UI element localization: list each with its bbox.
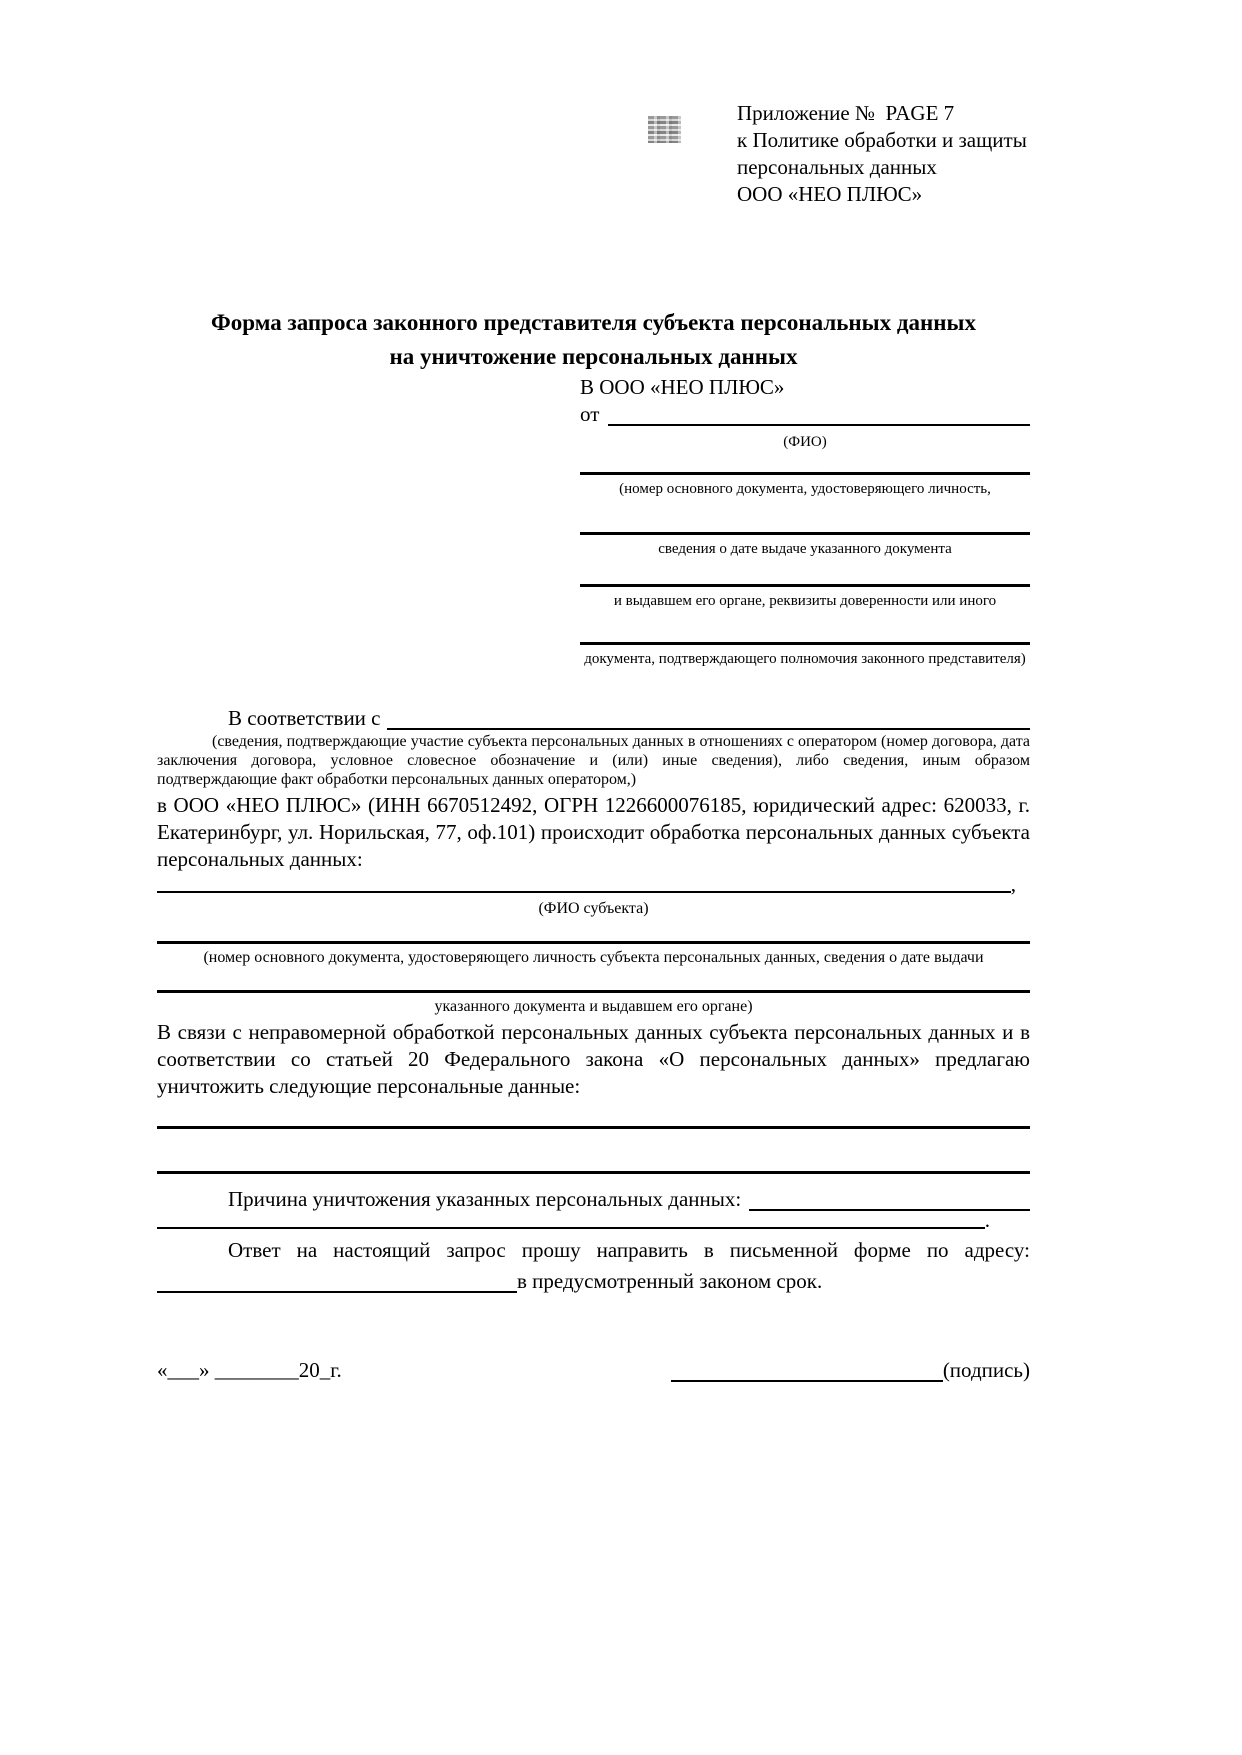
- operator-paragraph: в ООО «НЕО ПЛЮС» (ИНН 6670512492, ОГРН 1226600076185, юридический адрес: 620033, г. Екатеринбург, ул. Норильская, 77, оф.101) происходит обработка персональных данных субъекта персональных данных:: [157, 793, 1030, 871]
- fill-line-accordance: [387, 727, 1031, 730]
- caption-subject-doc-1: (номер основного документа, удостоверяющего личность субъекта персональных данных, сведения о дате выдачи: [203, 949, 984, 966]
- policy-line-1: к Политике обработки и защиты: [737, 128, 1027, 152]
- fill-line-data-to-destroy-1: [157, 1104, 1030, 1129]
- fill-line-representative-doc-3: [580, 559, 1030, 587]
- recipient-to: В ООО «НЕО ПЛЮС»: [580, 375, 785, 399]
- caption-doc-1: (номер основного документа, удостоверяющего личность,: [619, 481, 991, 497]
- fill-line-signature: [671, 1379, 943, 1382]
- caption-doc-3: и выдавшем его органе, реквизиты доверенности или иного: [613, 593, 997, 609]
- document-title-line-1: Форма запроса законного представителя субъекта персональных данных: [211, 310, 976, 335]
- embedded-artifact-icon: [648, 116, 681, 143]
- caption-subject-fio: (ФИО субъекта): [538, 900, 649, 917]
- appendix-number-line: Приложение № PAGE 7: [737, 101, 955, 125]
- fill-line-representative-fio: [608, 423, 1030, 426]
- fill-line-data-to-destroy-2: [157, 1129, 1030, 1174]
- reason-lead: Причина уничтожения указанных персональных данных:: [228, 1187, 742, 1211]
- fill-line-subject-doc-2: [157, 968, 1030, 993]
- fill-line-reply-address: [157, 1290, 517, 1293]
- date-line: «___» ________20_г.: [157, 1358, 342, 1382]
- accordance-row: [157, 705, 1030, 732]
- document-body: [157, 306, 1030, 1384]
- reply-tail: в предусмотренный законом срок.: [517, 1269, 823, 1293]
- period-mark: .: [984, 1208, 990, 1232]
- accordance-lead: В соответствии с: [228, 706, 381, 730]
- accordance-note: (сведения, подтверждающие участие субъекта персональных данных в отношениях с оператором (номер договора, дата заключения договора, условное словесное обозначение и (или) иные сведения), либо сведения, иным образом подтверждающие факт обработки персональных данных оператором,): [157, 733, 1030, 788]
- org-name: ООО «НЕО ПЛЮС»: [737, 182, 923, 206]
- recipient-block: [580, 374, 1030, 669]
- signature-caption: (подпись): [942, 1358, 1030, 1382]
- caption-doc-2: сведения о дате выдаче указанного документа: [658, 541, 952, 557]
- document-title: [157, 306, 1030, 374]
- unlawful-processing-paragraph: В связи с неправомерной обработкой персональных данных субъекта персональных данных и в соответствии со статьей 20 Федерального закона «О персональных данных» предлагаю уничтожить следующие персональные данные:: [157, 1020, 1030, 1098]
- policy-line-2: персональных данных: [737, 155, 937, 179]
- from-row: [580, 401, 1030, 428]
- caption-subject-doc-2: указанного документа и выдавшем его органе): [434, 998, 753, 1015]
- caption-doc-4: документа, подтверждающего полномочия законного представителя): [584, 651, 1026, 667]
- fill-line-representative-doc-2: [580, 499, 1030, 535]
- fill-line-reason-2: [157, 1226, 985, 1229]
- reason-continuation-row: [157, 1208, 1030, 1232]
- reply-lead-paragraph: Ответ на настоящий запрос прошу направить в письменной форме по адресу:: [228, 1238, 1030, 1262]
- fill-line-subject-fio: [157, 890, 1011, 893]
- fill-line-representative-doc-4: [580, 611, 1030, 645]
- fill-line-representative-doc-1: [580, 452, 1030, 475]
- document-title-line-2: на уничтожение персональных данных: [389, 344, 798, 369]
- fill-line-subject-doc-1: [157, 919, 1030, 944]
- caption-fio: (ФИО): [783, 434, 827, 450]
- subject-fio-row: [157, 873, 1030, 895]
- reason-row: [157, 1186, 1030, 1213]
- from-label: от: [580, 402, 600, 426]
- appendix-header: [737, 100, 1027, 208]
- reply-address-row: [157, 1268, 1030, 1295]
- signature-date-row: [157, 1357, 1030, 1384]
- comma-mark: ,: [1010, 872, 1016, 896]
- signature-group: [671, 1357, 1030, 1384]
